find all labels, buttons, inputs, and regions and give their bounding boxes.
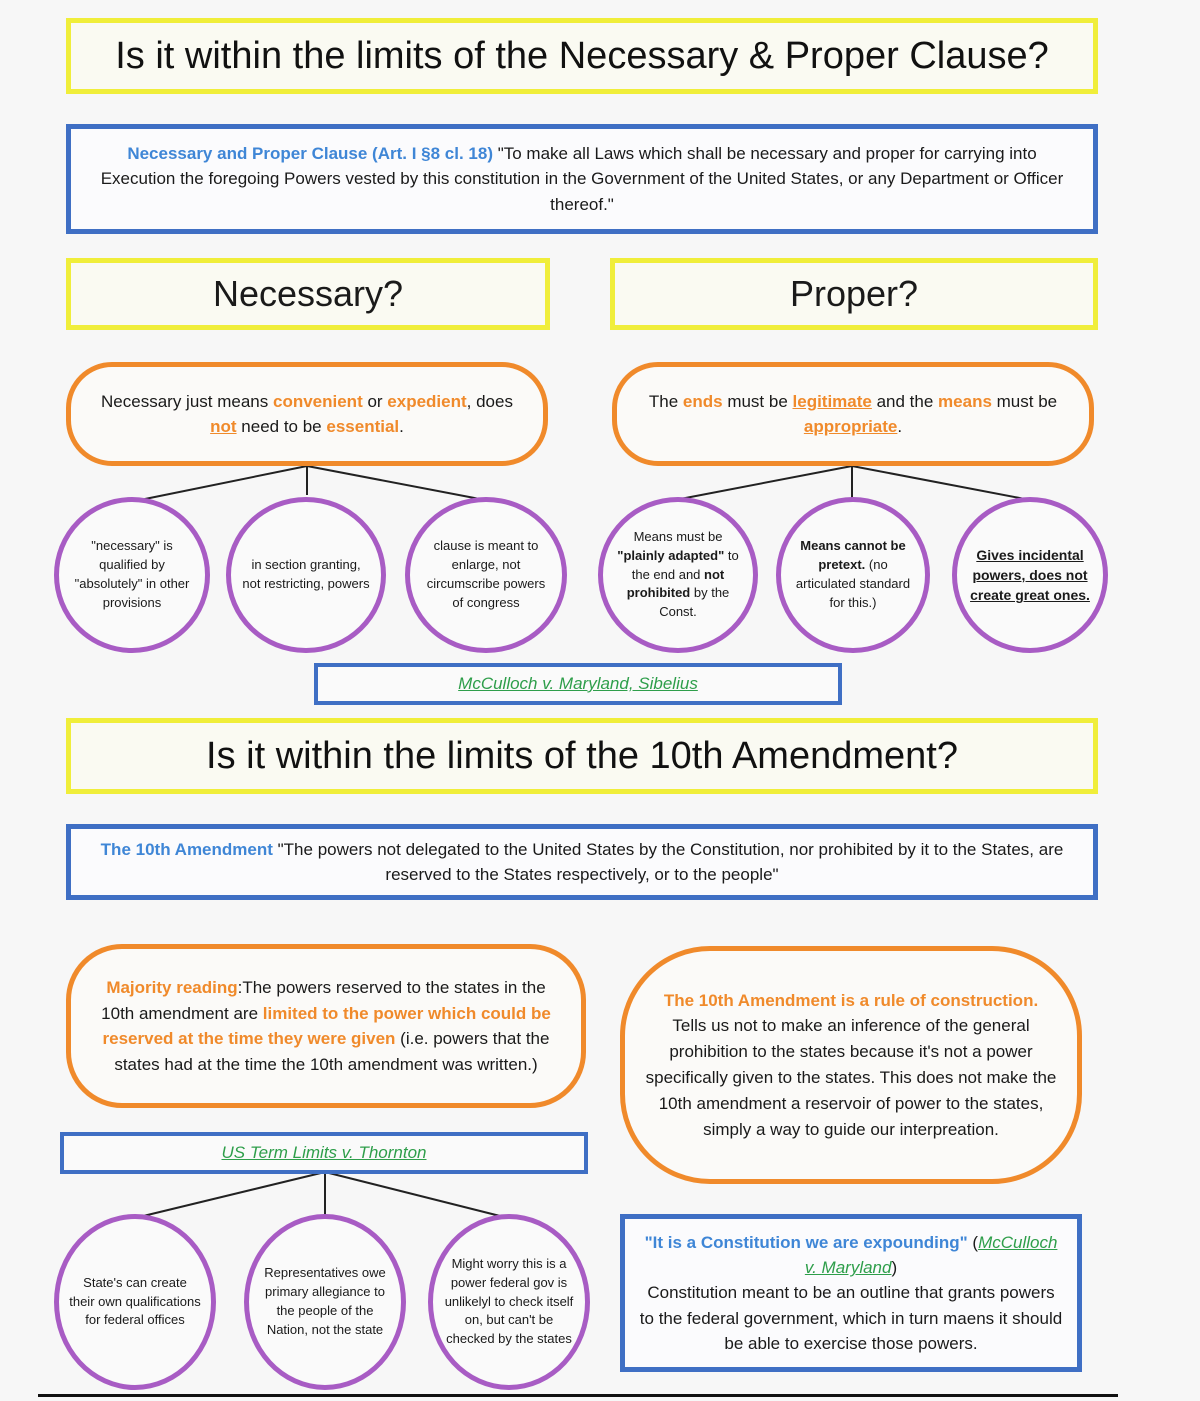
clause-text-block xyxy=(97,141,1067,218)
necessary-def-convenient: convenient xyxy=(272,391,363,411)
proper-def-text-1: The xyxy=(648,391,683,411)
necessary-def-text-1: Necessary just means xyxy=(101,391,273,411)
connector-necessary-left xyxy=(140,466,307,500)
quote-case-close: ) xyxy=(891,1258,898,1278)
majority-reading-text xyxy=(89,975,563,1077)
proper-definition-text xyxy=(647,389,1059,440)
rule-label: The 10th Amendment is a rule of construction. xyxy=(663,990,1039,1010)
proper-point-1-t1: Means must be xyxy=(633,528,723,544)
clause-text: "To make all Laws which shall be necessary and proper for carrying into Execution the foregoing Powers vested by this constitution in the Government of the United States, or any Department or Officer thereof." xyxy=(100,143,1064,214)
thornton-point-2-text: Representatives owe primary allegiance to the people of the Nation, not the state xyxy=(264,1265,386,1337)
necessary-def-not: not xyxy=(210,417,237,436)
amendment-box xyxy=(66,824,1098,900)
proper-point-2-b1: Means cannot be pretext. xyxy=(800,538,906,573)
clause-box xyxy=(66,124,1098,234)
necessary-heading-box xyxy=(66,258,550,330)
case-link-mcculloch-sibelius[interactable]: McCulloch v. Maryland, Sibelius xyxy=(458,674,698,693)
rule-of-construction-text xyxy=(645,988,1057,1143)
section1-title-box xyxy=(66,18,1098,94)
thornton-point-2 xyxy=(244,1214,406,1390)
thornton-point-1-text: State's can create their own qualifications for federal offices xyxy=(69,1274,201,1328)
constitution-quote-text xyxy=(639,1230,1063,1356)
proper-def-text-4: must be xyxy=(991,391,1058,411)
connector-thornton-left xyxy=(135,1172,325,1218)
quote-case-open: ( xyxy=(967,1233,979,1253)
quote-case-link[interactable]: McCulloch v. Maryland xyxy=(804,1233,1058,1278)
proper-definition xyxy=(612,362,1094,466)
rule-of-construction-box xyxy=(620,946,1082,1184)
proper-point-1-text xyxy=(613,528,743,622)
proper-heading-box xyxy=(610,258,1098,330)
proper-def-text-5: . xyxy=(897,417,903,436)
necessary-definition xyxy=(66,362,548,466)
proper-heading: Proper? xyxy=(789,273,919,314)
proper-point-1-t2: to the end and xyxy=(631,547,739,582)
majority-text-2: (i.e. powers that the states had at the time the 10th amendment was written.) xyxy=(114,1029,550,1074)
proper-point-1-b2: not prohibited xyxy=(626,566,725,601)
proper-def-means: means xyxy=(938,391,992,411)
clause-label: Necessary and Proper Clause (Art. I §8 cl. 18) xyxy=(127,143,493,163)
proper-def-legitimate: legitimate xyxy=(792,391,872,411)
proper-point-1-t3: by the Const. xyxy=(659,585,730,620)
proper-point-1 xyxy=(598,497,758,653)
case-link-thornton[interactable]: US Term Limits v. Thornton xyxy=(221,1143,427,1162)
majority-limited: limited to the power which could be reserved at the time they were given xyxy=(102,1003,551,1048)
necessary-point-1 xyxy=(54,497,210,653)
rule-text: Tells us not to make an inference of the general prohibition to the states because it's not a power specifically given to the states. This does not make the 10th amendment a reservoir of power to the states, simply a way to guide our interpreation. xyxy=(645,1016,1057,1139)
quote-label: "It is a Constitution we are expounding" xyxy=(644,1233,968,1253)
proper-def-text-2: must be xyxy=(722,391,793,411)
majority-reading-box xyxy=(66,944,586,1108)
connector-necessary-right xyxy=(307,466,485,500)
necessary-point-2-text: in section granting, not restricting, powers xyxy=(242,557,370,591)
necessary-point-3-text: clause is meant to enlarge, not circumscribe powers of congress xyxy=(426,538,546,610)
bottom-divider xyxy=(38,1394,1118,1397)
amendment-text-block xyxy=(85,837,1079,888)
necessary-point-2 xyxy=(226,497,386,653)
proper-point-2 xyxy=(776,497,930,653)
necessary-def-text-5: . xyxy=(399,417,404,436)
necessary-point-1-text: "necessary" is qualified by "absolutely" in other provisions xyxy=(74,538,190,610)
proper-point-3-text: Gives incidental powers, does not create great ones. xyxy=(970,546,1090,604)
thornton-point-1 xyxy=(54,1214,216,1390)
proper-point-3 xyxy=(952,497,1108,653)
thornton-point-3-text: Might worry this is a power federal gov is unlikelyl to check itself on, but can't be checked by the states xyxy=(444,1255,574,1347)
necessary-def-text-4: need to be xyxy=(236,417,327,436)
connector-thornton-right xyxy=(325,1172,508,1218)
thornton-point-3 xyxy=(428,1214,590,1390)
proper-def-text-3: and the xyxy=(871,391,939,411)
necessary-def-expedient: expedient xyxy=(387,391,467,411)
necessary-heading: Necessary? xyxy=(212,273,404,314)
amendment-label: The 10th Amendment xyxy=(100,839,273,859)
quote-text: Constitution meant to be an outline that grants powers to the federal government, which in turn maens it should be able to exercise those powers. xyxy=(639,1283,1063,1353)
connector-proper-right xyxy=(852,466,1030,500)
amendment-text: "The powers not delegated to the United States by the Constitution, nor prohibited by it to the States, are reserved to the States respectively, or to the people" xyxy=(277,839,1064,884)
majority-label: Majority reading xyxy=(106,978,238,997)
section2-title: Is it within the limits of the 10th Amendment? xyxy=(206,734,958,777)
connector-proper-left xyxy=(675,466,852,500)
proper-def-ends: ends xyxy=(682,391,723,411)
necessary-def-text-3: , does xyxy=(466,391,513,411)
necessary-definition-text xyxy=(101,389,513,440)
proper-def-appropriate: appropriate xyxy=(803,417,898,436)
necessary-point-3 xyxy=(405,497,567,653)
case-box-thornton xyxy=(60,1132,588,1174)
section2-title-box xyxy=(66,718,1098,794)
constitution-quote-box xyxy=(620,1214,1082,1372)
necessary-def-essential: essential xyxy=(326,417,400,436)
proper-point-2-text xyxy=(791,537,915,612)
majority-text-1: :The powers reserved to the states in the 10th amendment are xyxy=(101,978,546,1023)
proper-point-1-b1: "plainly adapted" xyxy=(617,547,725,563)
necessary-def-text-2: or xyxy=(362,391,388,411)
proper-point-2-t1: (no articulated standard for this.) xyxy=(795,557,911,610)
section1-title: Is it within the limits of the Necessary & Proper Clause? xyxy=(115,34,1049,77)
case-box-mcculloch xyxy=(314,663,842,705)
